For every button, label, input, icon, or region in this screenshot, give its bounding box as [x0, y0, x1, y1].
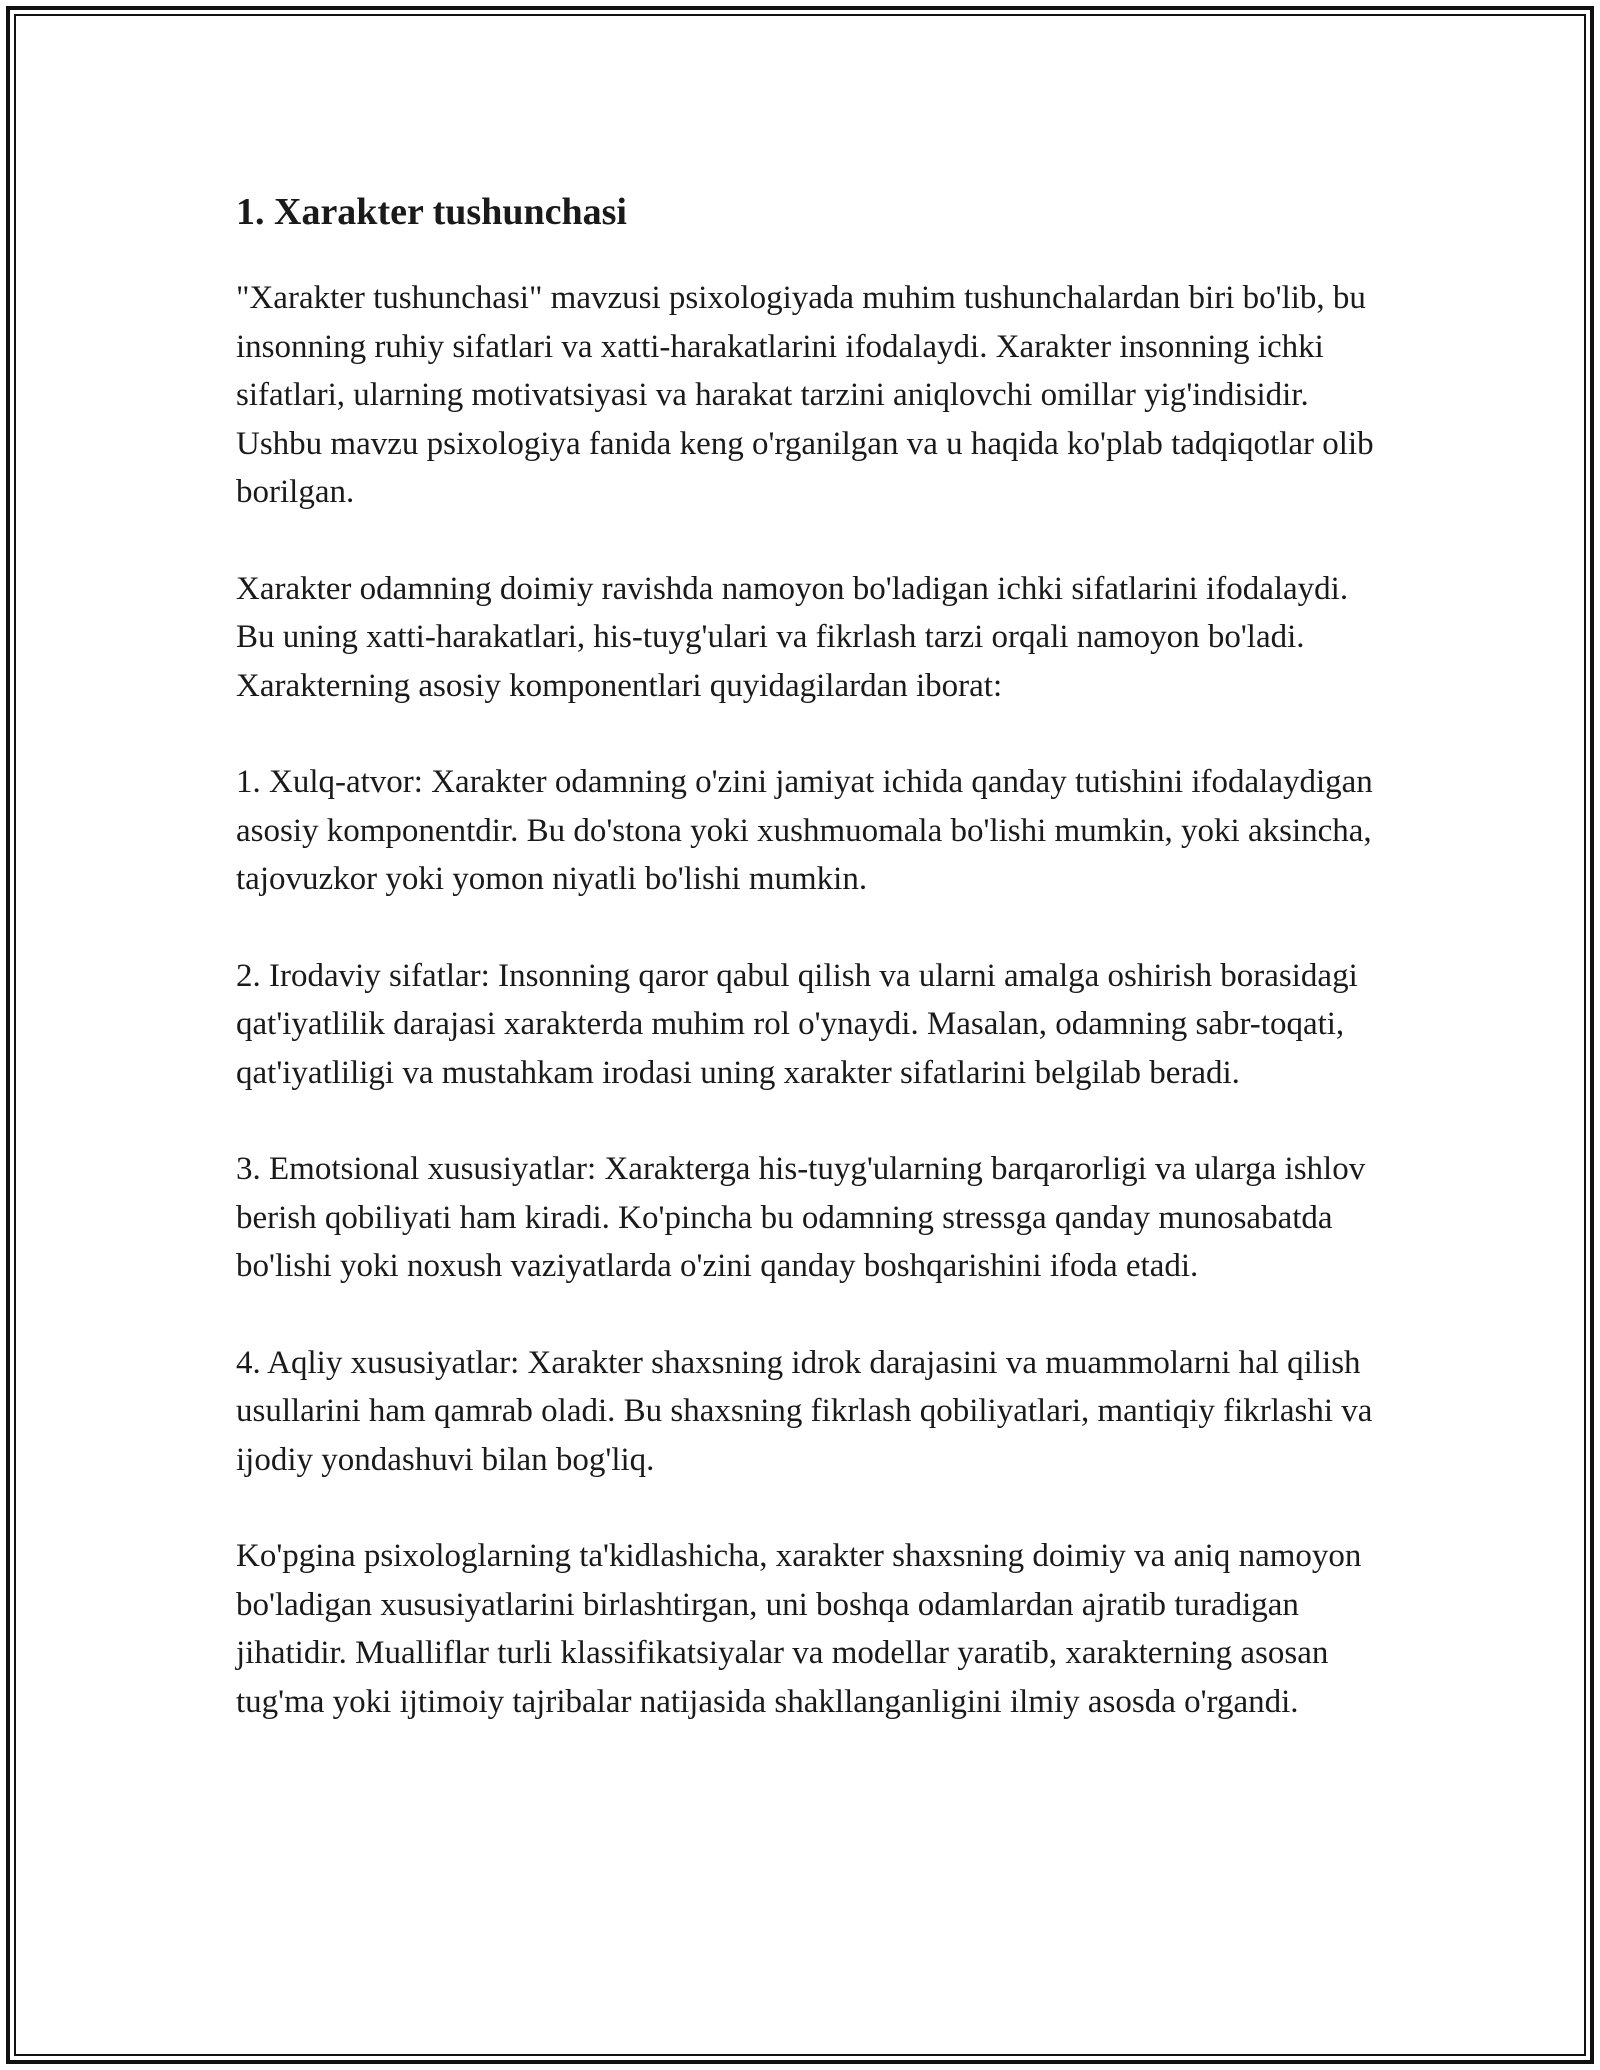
paragraph-components-intro: Xarakter odamning doimiy ravishda namoyon bo'ladigan ichki sifatlarini ifodalaydi. Bu uning xatti-harakatlari, his-tuyg'ulari va fikrlash tarzi orqali namoyon bo'ladi. Xarakterning asosiy komponentlari quyidagilardan iborat:	[236, 570, 1349, 704]
paragraph-item-2: 2. Irodaviy sifatlar: Insonning qaror qabul qilish va ularni amalga oshirish borasidagi qat'iyatlilik darajasi xarakterda muhim rol o'ynaydi. Masalan, odamning sabr-toqati, qat'iyatliligi va mustahkam irodasi uning xarakter sifatlarini belgilab beradi.	[236, 957, 1358, 1091]
paragraph-item-4: 4. Aqliy xususiyatlar: Xarakter shaxsning idrok darajasini va muammolarni hal qilish usullarini ham qamrab oladi. Bu shaxsning fikrlash qobiliyatlari, mantiqiy fikrlashi va ijodiy yondashuvi bilan bog'liq.	[236, 1344, 1373, 1478]
section-heading: 1. Xarakter tushunchasi	[236, 191, 627, 233]
document-body	[236, 186, 1376, 1774]
paragraph-conclusion: Ko'pgina psixologlarning ta'kidlashicha, xarakter shaxsning doimiy va aniq namoyon bo'ladigan xususiyatlarini birlashtirgan, uni boshqa odamlardan ajratib turadigan jihatidir. Mualliflar turli klassifikatsiyalar va modellar yaratib, xarakterning asosan tug'ma yoki ijtimoiy tajribalar natijasida shakllanganligini ilmiy asosda o'rgandi.	[236, 1538, 1362, 1720]
paragraph-intro: "Xarakter tushunchasi" mavzusi psixologiyada muhim tushunchalardan biri bo'lib, bu insonning ruhiy sifatlari va xatti-harakatlarini ifodalaydi. Xarakter insonning ichki sifatlari, ularning motivatsiyasi va harakat tarzini aniqlovchi omillar yig'indisidir. Ushbu mavzu psixologiya fanida keng o'rganilgan va u haqida ko'plab tadqiqotlar olib borilgan.	[236, 280, 1374, 510]
paragraph-item-1: 1. Xulq-atvor: Xarakter odamning o'zini jamiyat ichida qanday tutishini ifodalaydigan asosiy komponentdir. Bu do'stona yoki xushmuomala bo'lishi mumkin, yoki aksincha, tajovuzkor yoki yomon niyatli bo'lishi mumkin.	[236, 764, 1373, 897]
paragraph-item-3: 3. Emotsional xususiyatlar: Xarakterga his-tuyg'ularning barqarorligi va ularga ishlov berish qobiliyati ham kiradi. Ko'pincha bu odamning stressga qanday munosabatda bo'lishi yoki noxush vaziyatlarda o'zini qanday boshqarishini ifoda etadi.	[236, 1151, 1366, 1284]
